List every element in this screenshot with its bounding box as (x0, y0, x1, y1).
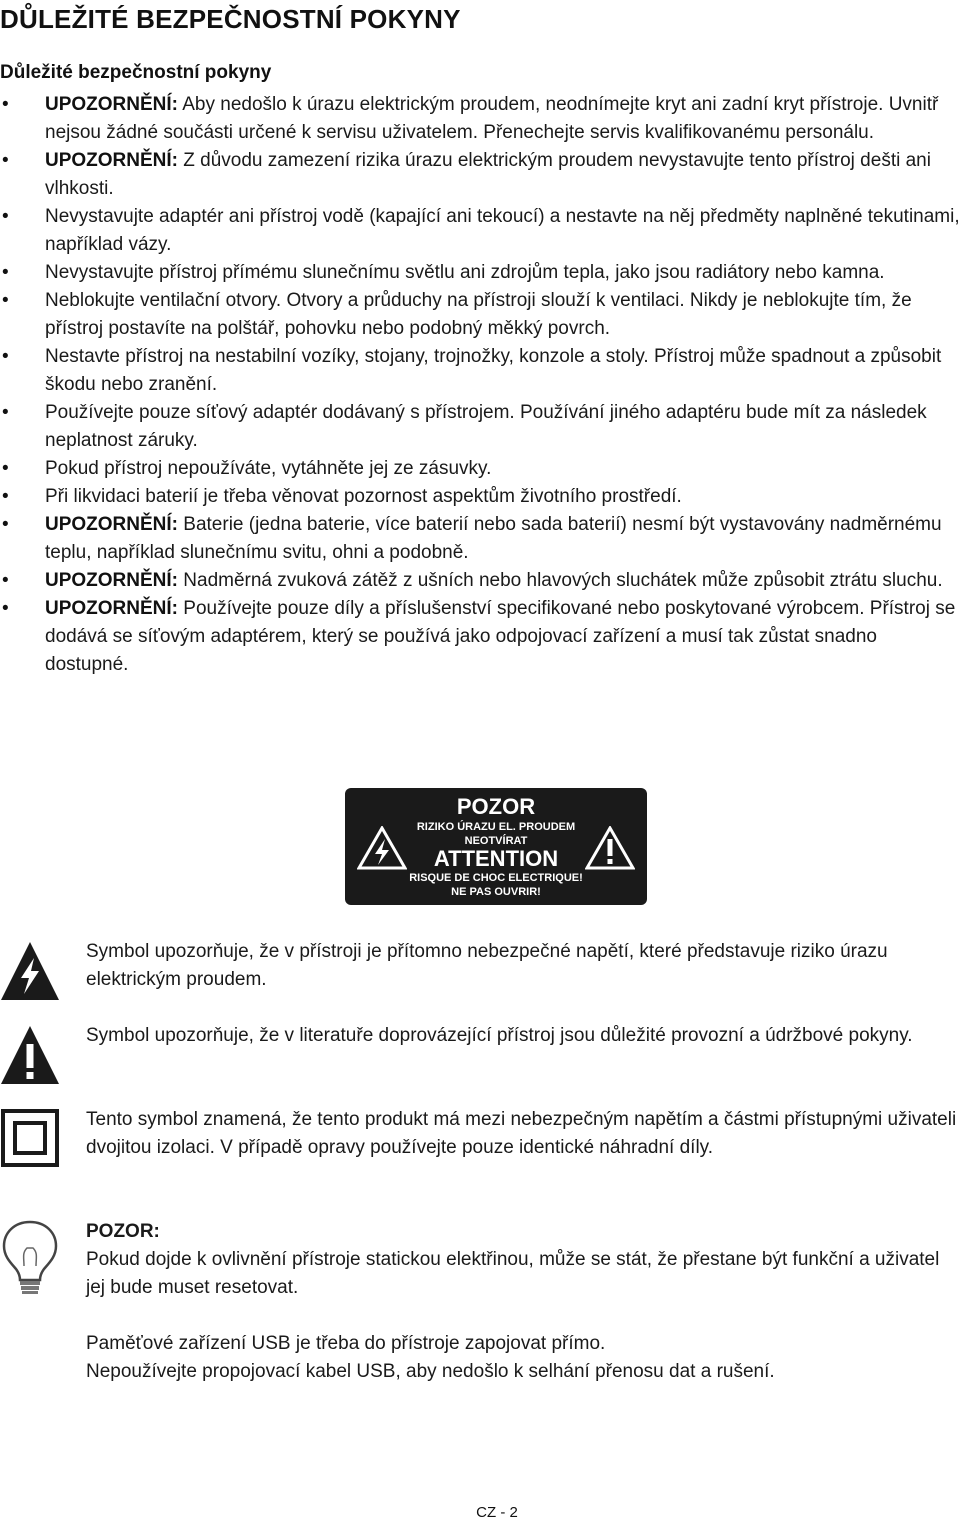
list-item (0, 595, 960, 679)
list-item-text: Používejte pouze síťový adaptér dodávaný s přístrojem. Používání jiného adaptéru bude mít za následek neplatnost záruky. (45, 402, 927, 451)
list-item (0, 455, 960, 483)
list-item-text: Nevystavujte přístroj přímému slunečnímu světlu ani zdrojům tepla, jako jsou radiátory nebo kamna. (45, 262, 885, 283)
list-item (0, 567, 960, 595)
symbol-description: Tento symbol znamená, že tento produkt má mezi nebezpečným napětím a částmi přístupnými uživateli dvojitou izolaci. V případě opravy používejte pouze identické náhradní díly. (86, 1109, 957, 1158)
label-line-risque: RISQUE DE CHOC ELECTRIQUE! (409, 872, 583, 884)
list-item-text: Z důvodu zamezení rizika úrazu elektrickým proudem nevystavujte tento přístroj dešti ani vlhkosti. (45, 150, 931, 199)
list-item-text: Baterie (jedna baterie, více baterií nebo sada baterií) nesmí být vystavovány nadměrnému teplu, například slunečnímu svitu, ohni a podobně. (45, 514, 942, 563)
list-item (0, 399, 960, 455)
page-number: CZ - 2 (476, 1504, 518, 1521)
caution-label (345, 788, 647, 905)
list-item-text: Používejte pouze díly a příslušenství specifikované nebo poskytované výrobcem. Přístroj se dodává se síťovým adaptérem, který se používá jako odpojovací zařízení a musí tak zůstat snadno dostupné. (45, 598, 956, 675)
safety-instructions-list (0, 91, 960, 679)
list-item-text: Nevystavujte adaptér ani přístroj vodě (kapající ani tekoucí) a nestavte na něj předměty naplněné tekutinami, například vázy. (45, 206, 960, 255)
list-item (0, 483, 960, 511)
warning-prefix: UPOZORNĚNÍ: (45, 94, 178, 115)
warning-prefix: UPOZORNĚNÍ: (45, 514, 178, 535)
lightning-triangle-icon (357, 826, 407, 870)
label-line-risk: RIZIKO ÚRAZU EL. PROUDEM (416, 821, 576, 833)
list-item (0, 511, 960, 567)
label-pozor: POZOR (456, 794, 536, 819)
list-item-text: Při likvidaci baterií je třeba věnovat pozornost aspektům životního prostředí. (45, 486, 682, 507)
list-item (0, 203, 960, 259)
list-item-text: Neblokujte ventilační otvory. Otvory a průduchy na přístroji slouží k ventilaci. Nikdy je neblokujte tím, že přístroj postavíte na polštář, pohovku nebo podobný měkký povrch. (45, 290, 912, 339)
double-insulation-icon (0, 1108, 60, 1168)
section-subtitle: Důležité bezpečnostní pokyny (0, 62, 272, 83)
usb-note: Paměťové zařízení USB je třeba do přístroje zapojovat přímo. (86, 1333, 606, 1354)
list-item-text: Nestavte přístroj na nestabilní vozíky, stojany, trojnožky, konzole a stoly. Přístroj může spadnout a způsobit škodu nebo zranění. (45, 346, 942, 395)
warning-prefix: UPOZORNĚNÍ: (45, 570, 178, 591)
pozor-heading (86, 1218, 960, 1246)
exclamation-triangle-icon (585, 826, 635, 870)
label-attention: ATTENTION (433, 846, 559, 871)
label-line-do-not-open: NEOTVÍRAT (464, 835, 528, 847)
warning-prefix: UPOZORNĚNÍ: (45, 150, 178, 171)
label-line-ne-pas-ouvrir: NE PAS OUVRIR! (451, 886, 541, 898)
exclamation-triangle-icon (0, 1024, 60, 1086)
symbol-description: Pokud dojde k ovlivnění přístroje statickou elektřinou, může se stát, že přestane být funkční a uživatel jej bude muset resetovat. (86, 1249, 940, 1298)
list-item-text: Pokud přístroj nepoužíváte, vytáhněte jej ze zásuvky. (45, 458, 492, 479)
usb-cable-note: Nepoužívejte propojovací kabel USB, aby nedošlo k selhání přenosu dat a rušení. (86, 1361, 775, 1382)
lightning-triangle-icon (0, 940, 60, 1002)
symbol-description: Symbol upozorňuje, že v přístroji je přítomno nebezpečné napětí, které představuje riziko úrazu elektrickým proudem. (86, 941, 888, 990)
symbol-description: Symbol upozorňuje, že v literatuře doprovázející přístroj jsou důležité provozní a údržbové pokyny. (86, 1025, 913, 1046)
warning-prefix: UPOZORNĚNÍ: (45, 598, 178, 619)
list-item (0, 147, 960, 203)
list-item (0, 343, 960, 399)
pozor-heading-text: POZOR: (86, 1221, 160, 1242)
lightbulb-icon (0, 1218, 60, 1298)
list-item (0, 91, 960, 147)
list-item-text: Nadměrná zvuková zátěž z ušních nebo hlavových sluchátek může způsobit ztrátu sluchu. (178, 570, 943, 591)
list-item (0, 287, 960, 343)
page-title: DŮLEŽITÉ BEZPEČNOSTNÍ POKYNY (0, 4, 461, 34)
list-item-text: Aby nedošlo k úrazu elektrickým proudem, neodnímejte kryt ani zadní kryt přístroje. Uvnitř nejsou žádné součásti určené k servisu uživatelem. Přenechejte servis kvalifikovanému personálu. (45, 94, 939, 143)
list-item (0, 259, 960, 287)
